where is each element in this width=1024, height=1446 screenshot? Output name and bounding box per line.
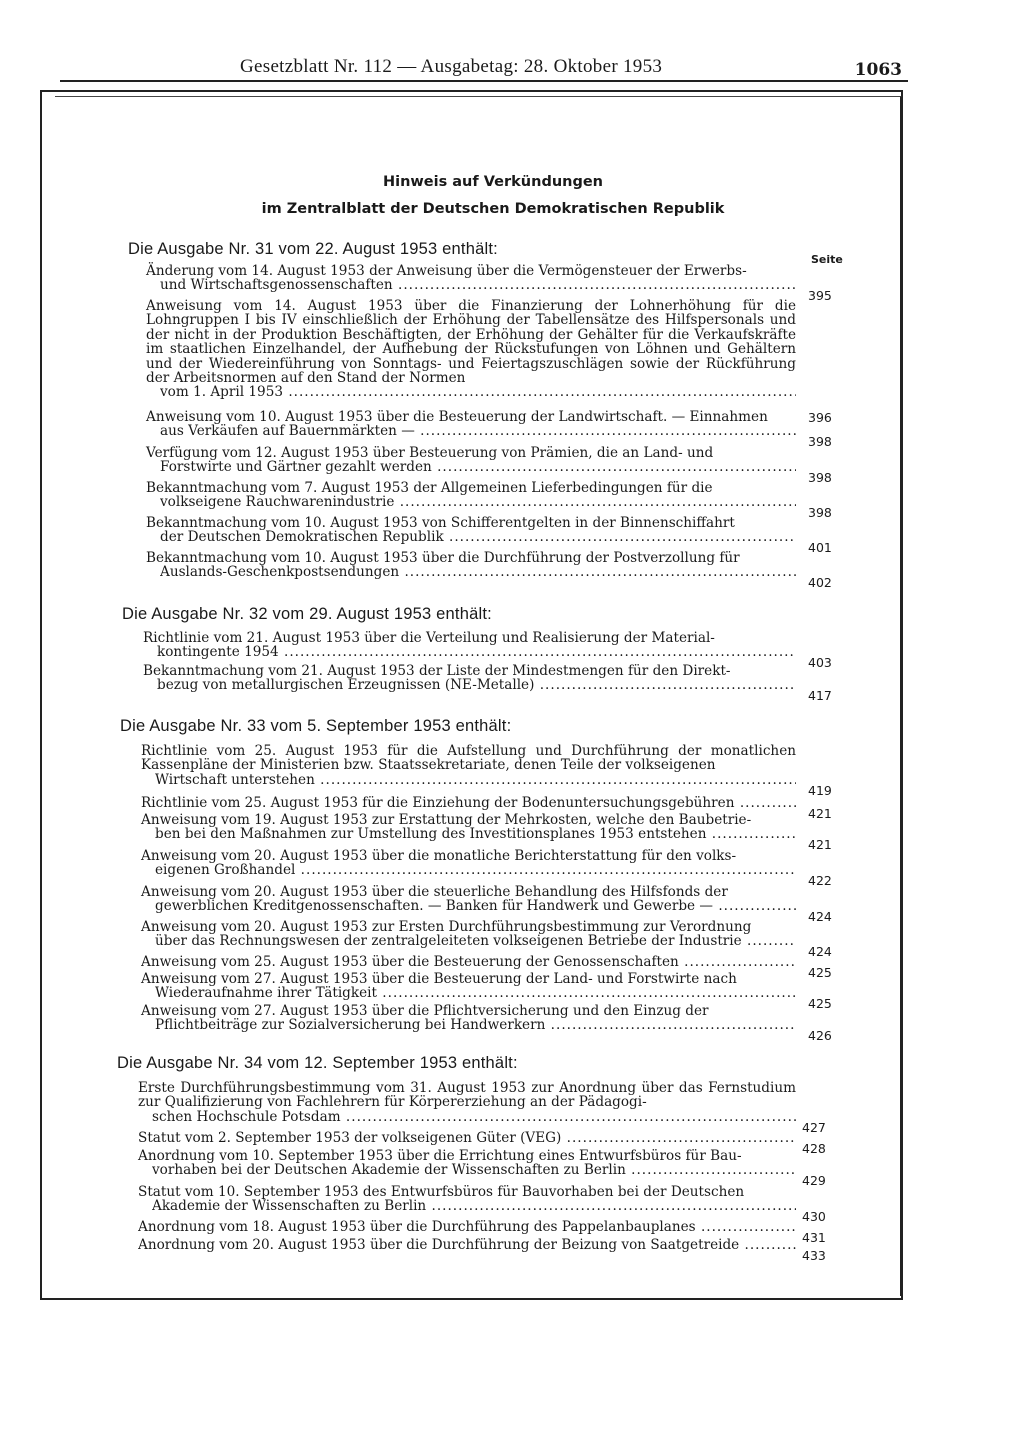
page-ref: 425 — [808, 996, 832, 1012]
entry-tail: vorhaben bei der Deutschen Akademie der Wissenschaften zu Berlin ..... — [152, 1163, 796, 1177]
entry-text: Anweisung vom 20. August 1953 über die monatliche Berichterstattung für den volks- — [141, 848, 737, 864]
page-header — [60, 56, 908, 82]
entry-text: Anweisung vom 27. August 1953 über die Pflichtversicherung und den Einzug der — [141, 1003, 709, 1019]
list-item — [138, 1149, 796, 1178]
entry-tail: Akademie der Wissenschaften zu Berlin ..... — [152, 1199, 796, 1213]
entry-tail: Statut vom 2. September 1953 der volkseigenen Güter (VEG) ..... — [138, 1131, 796, 1145]
gazette-title: Gesetzblatt Nr. 112 — Ausgabetag: 28. Oktober 1953 — [240, 56, 663, 77]
page-ref: 429 — [802, 1173, 826, 1189]
list-item — [141, 1004, 796, 1033]
page-ref: 430 — [802, 1209, 826, 1225]
list-item — [146, 551, 796, 580]
list-item — [146, 410, 796, 439]
page-ref: 417 — [808, 688, 832, 704]
page-ref: 395 — [808, 288, 832, 304]
entry-tail: Anordnung vom 20. August 1953 über die Durchführung der Beizung von Saatgetreide ..... — [138, 1238, 796, 1252]
list-item — [141, 885, 796, 914]
page-ref: 396 — [808, 409, 832, 425]
entry-text: Anweisung vom 14. August 1953 über die Finanzierung der Lohnerhöhung für die Lohngruppen I bis IV einschließlich der Erhöhung der Tabellensätze des Hilfspersonals und der nicht in der Produktion Beschäftigten, der Erhöhung der Gehälter für die Verkaufskräfte im staatlichen Einzelhandel, der Aufhebung der Rückstufungen von Löhnen und Gehältern und der Wiedereinführung von Sonntags- und Feiertagszuschlägen sowie der Rückführung der Arbeitsnormen auf den Stand der Normen — [146, 298, 796, 387]
page-ref: 428 — [802, 1141, 826, 1156]
page-ref: 422 — [808, 873, 832, 889]
entry-text: Verfügung vom 12. August 1953 über Besteuerung von Prämien, die an Land- und — [146, 445, 714, 461]
entry-text: Anweisung vom 19. August 1953 zur Erstattung der Mehrkosten, welche den Baubetrie- — [141, 812, 752, 828]
page-ref: 421 — [808, 837, 832, 853]
page-ref: 426 — [808, 1028, 832, 1044]
entry-text: Anweisung vom 20. August 1953 zur Ersten Durchführungsbestimmung zur Verordnung — [141, 919, 752, 935]
entry-text: Bekanntmachung vom 10. August 1953 über die Durchführung der Postverzollung für — [146, 550, 740, 566]
page-ref: 398 — [808, 434, 832, 450]
entry-tail: Wiederaufnahme ihrer Tätigkeit ..... — [155, 986, 796, 1000]
entry-tail: bezug von metallurgischen Erzeugnissen (NE-Metalle) ..... — [157, 678, 796, 692]
section-heading: Hinweis auf Verkündungen — [382, 174, 604, 190]
page-number: 1063 — [854, 60, 902, 80]
list-item — [138, 1081, 796, 1124]
entry-tail: Richtlinie vom 25. August 1953 für die Einziehung der Bodenuntersuchungsgebühren ..... — [141, 796, 796, 810]
entry-tail: schen Hochschule Potsdam ..... — [152, 1110, 796, 1124]
page-ref: 401 — [808, 540, 832, 556]
entry-tail: Wirtschaft unterstehen ..... — [155, 773, 796, 787]
seite-column-label: Seite — [811, 253, 843, 266]
list-item — [141, 972, 796, 1001]
list-item — [141, 955, 796, 969]
list-item — [141, 813, 796, 842]
issue-title: Die Ausgabe Nr. 32 vom 29. August 1953 enthält: — [122, 605, 492, 623]
entry-tail: Anweisung vom 25. August 1953 über die Besteuerung der Genossenschaften ..... — [141, 955, 796, 969]
list-item — [143, 631, 796, 660]
page-ref: 431 — [802, 1230, 826, 1245]
section-subheading: im Zentralblatt der Deutschen Demokratischen Republik — [261, 201, 725, 217]
entry-tail: über das Rechnungswesen der zentralgeleiteten volkseigenen Betriebe der Industrie ..... — [155, 934, 796, 948]
entry-text: Richtlinie vom 21. August 1953 über die Verteilung und Realisierung der Material- — [143, 630, 715, 646]
list-item — [146, 299, 796, 400]
list-item — [141, 744, 796, 787]
entry-tail: der Deutschen Demokratischen Republik ..... — [160, 530, 796, 544]
list-item — [146, 264, 796, 293]
header-rule — [60, 80, 908, 82]
list-item — [141, 796, 796, 810]
entry-tail: Anordnung vom 18. August 1953 über die Durchführung des Pappelanbauplanes ..... — [138, 1220, 796, 1234]
entry-text: Änderung vom 14. August 1953 der Anweisung über die Vermögensteuer der Erwerbs- — [146, 263, 747, 279]
page-ref: 424 — [808, 944, 832, 960]
entry-text: Bekanntmachung vom 7. August 1953 der Allgemeinen Lieferbedingungen für die — [146, 480, 713, 496]
list-item — [138, 1131, 796, 1145]
entry-text: Anweisung vom 27. August 1953 über die Besteuerung der Land- und Forstwirte nach — [141, 971, 737, 987]
entry-text: Erste Durchführungsbestimmung vom 31. August 1953 zur Anordnung über das Fernstudium zur Qualifizierung von Fachlehrern für Körpererziehung an der Pädagogi- — [138, 1080, 796, 1111]
page-ref: 398 — [808, 470, 832, 486]
issue-title: Die Ausgabe Nr. 31 vom 22. August 1953 enthält: — [128, 240, 498, 258]
entry-text: Statut vom 10. September 1953 des Entwurfsbüros für Bauvorhaben bei der Deutschen — [138, 1184, 745, 1200]
entry-tail: Auslands-Geschenkpostsendungen ..... — [160, 565, 796, 579]
list-item — [143, 664, 796, 693]
issue-title: Die Ausgabe Nr. 34 vom 12. September 1953 enthält: — [117, 1054, 518, 1072]
entry-tail: volkseigene Rauchwarenindustrie ..... — [160, 495, 796, 509]
entry-text: Richtlinie vom 25. August 1953 für die Aufstellung und Durchführung der monatlichen Kassenpläne der Ministerien bzw. Staatssekretariate, denen Teile der volkseigenen — [141, 743, 796, 774]
issue-title: Die Ausgabe Nr. 33 vom 5. September 1953 enthält: — [120, 717, 512, 735]
entry-text: Bekanntmachung vom 21. August 1953 der Liste der Mindestmengen für den Direkt- — [143, 663, 731, 679]
entry-text: Anordnung vom 10. September 1953 über die Errichtung eines Entwurfsbüros für Bau- — [138, 1148, 742, 1164]
page-ref: 421 — [808, 806, 832, 821]
entry-tail: ben bei den Maßnahmen zur Umstellung des Investitionsplanes 1953 entstehen ..... — [155, 827, 796, 841]
list-item — [138, 1220, 796, 1234]
page-ref: 427 — [802, 1119, 826, 1135]
page-ref: 419 — [808, 782, 832, 798]
entry-tail: Forstwirte und Gärtner gezahlt werden ..... — [160, 460, 796, 474]
list-item — [146, 481, 796, 510]
entry-tail: kontingente 1954 ..... — [157, 645, 796, 659]
entry-text: Anweisung vom 10. August 1953 über die Besteuerung der Landwirtschaft. — Einnahmen — [146, 409, 768, 425]
page-ref: 433 — [802, 1248, 826, 1263]
page-ref: 398 — [808, 505, 832, 521]
list-item — [138, 1185, 796, 1214]
entry-tail: aus Verkäufen auf Bauernmärkten — ..... — [160, 424, 796, 438]
entry-tail: und Wirtschaftsgenossenschaften ..... — [160, 278, 796, 292]
entry-tail: vom 1. April 1953 ..... — [160, 385, 796, 399]
list-item — [146, 446, 796, 475]
list-item — [141, 920, 796, 949]
entry-tail: gewerblichen Kreditgenossenschaften. — Banken für Handwerk und Gewerbe — ..... — [155, 899, 796, 913]
page-ref: 403 — [808, 655, 832, 671]
entry-text: Anweisung vom 20. August 1953 über die steuerliche Behandlung des Hilfsfonds der — [141, 884, 728, 900]
page-ref: 424 — [808, 909, 832, 925]
list-item — [138, 1238, 796, 1252]
entry-text: Bekanntmachung vom 10. August 1953 von Schifferentgelten in der Binnenschiffahrt — [146, 515, 735, 531]
page-ref: 402 — [808, 575, 832, 591]
entry-tail: eigenen Großhandel ..... — [155, 863, 796, 877]
list-item — [146, 516, 796, 545]
entry-tail: Pflichtbeiträge zur Sozialversicherung bei Handwerkern ..... — [155, 1018, 796, 1032]
list-item — [141, 849, 796, 878]
page-ref: 425 — [808, 965, 832, 980]
